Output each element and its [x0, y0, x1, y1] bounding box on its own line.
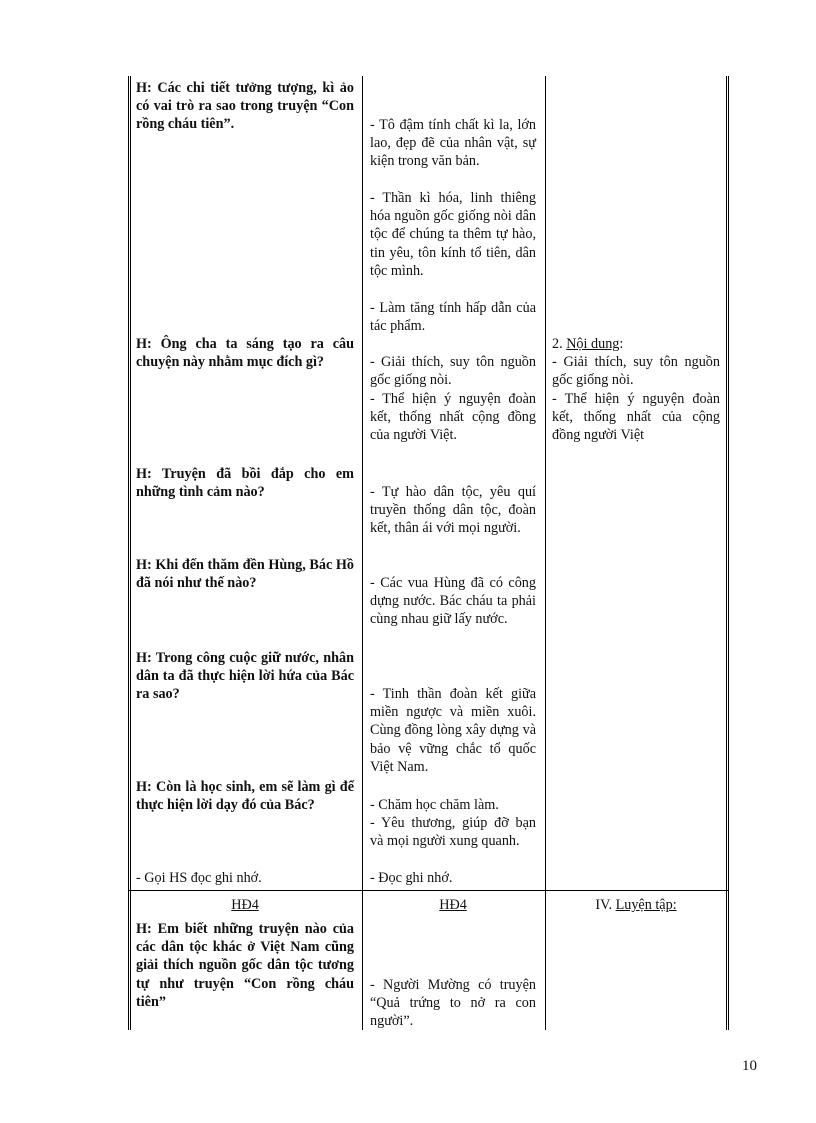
question-similar-stories: H: Em biết những truyện nào của các dân tộc khác ở Việt Nam cũng giải thích nguồn gốc dân tộc tương tự như truyện “Con rồng cháu tiên” [136, 921, 354, 1010]
question-promise: H: Trong công cuộc giữ nước, nhân dân ta đã thực hiện lời hứa của Bác ra sao? [136, 650, 354, 703]
answer-student-2: - Yêu thương, giúp đỡ bạn và mọi người xung quanh. [370, 815, 536, 850]
row-divider [128, 890, 728, 891]
answer-fantasy-3: - Làm tăng tính hấp dẫn của tác phẩm. [370, 300, 536, 335]
content-number: 2. [552, 336, 563, 352]
practice-label: Luyện tập: [615, 897, 677, 913]
activity-heading-hd4: HĐ4 [231, 897, 259, 913]
answer-read-notes: - Đọc ghi nhớ. [370, 870, 453, 886]
question-purpose: H: Ông cha ta sáng tạo ra câu chuyện này nhằm mục đích gì? [136, 336, 354, 371]
answer-student-1: - Chăm học chăm làm. [370, 797, 499, 813]
answer-fantasy-1: - Tô đậm tính chất kì la, lớn lao, đẹp đẽ của nhân vật, sự kiện trong văn bản. [370, 117, 536, 170]
answer-fantasy-2: - Thần kì hóa, linh thiêng hóa nguồn gốc giống nòi dân tộc để chúng ta thêm tự hào, tin yêu, tôn kính tổ tiên, dân tộc mình. [370, 190, 536, 279]
answer-uncle-ho: - Các vua Hùng đã có công dựng nước. Bác cháu ta phải cùng nhau giữ lấy nước. [370, 575, 536, 628]
practice-number: IV. [595, 897, 613, 913]
question-feelings: H: Truyện đã bồi đắp cho em những tình cảm nào? [136, 466, 354, 501]
content-point-1: - Giải thích, suy tôn nguồn gốc giống nòi. [552, 354, 720, 389]
content-colon: : [619, 336, 624, 352]
question-fantasy-details: H: Các chi tiết tưởng tượng, kì ảo có vai trò ra sao trong truyện “Con rồng cháu tiên”. [136, 80, 354, 133]
answer-similar-stories: - Người Mường có truyện “Quả trứng to nở ra con người”. [370, 977, 536, 1030]
content-point-2: - Thể hiện ý nguyện đoàn kết, thống nhất của cộng đồng người Việt [552, 391, 720, 444]
content-label: Nội dung [566, 336, 620, 352]
answer-purpose-1: - Giải thích, suy tôn nguồn gốc giống nòi. [370, 354, 536, 389]
practice-heading [552, 896, 720, 914]
answer-purpose-2: - Thể hiện ý nguyện đoàn kết, thống nhất cộng đồng của người Việt. [370, 391, 536, 444]
answer-promise: - Tinh thần đoàn kết giữa miền ngược và miền xuôi. Cùng đồng lòng xây dựng và bảo vệ vững chắc tổ quốc Việt Nam. [370, 686, 536, 775]
answer-feelings: - Tự hào dân tộc, yêu quí truyền thống dân tộc, đoàn kết, thân ái với mọi người. [370, 484, 536, 537]
column-divider-2 [545, 76, 546, 1030]
question-student: H: Còn là học sinh, em sẽ làm gì để thực hiện lời dạy đó của Bác? [136, 779, 354, 814]
table-right-border [726, 76, 729, 1030]
question-uncle-ho: H: Khi đến thăm đền Hùng, Bác Hồ đã nói như thế nào? [136, 557, 354, 592]
content-heading [552, 335, 720, 353]
instruction-read-notes: - Gọi HS đọc ghi nhớ. [136, 870, 262, 886]
activity-heading-hd4-answer: HĐ4 [439, 897, 467, 913]
page-number: 10 [742, 1058, 757, 1074]
column-divider-1 [362, 76, 363, 1030]
table-left-border [128, 76, 131, 1030]
